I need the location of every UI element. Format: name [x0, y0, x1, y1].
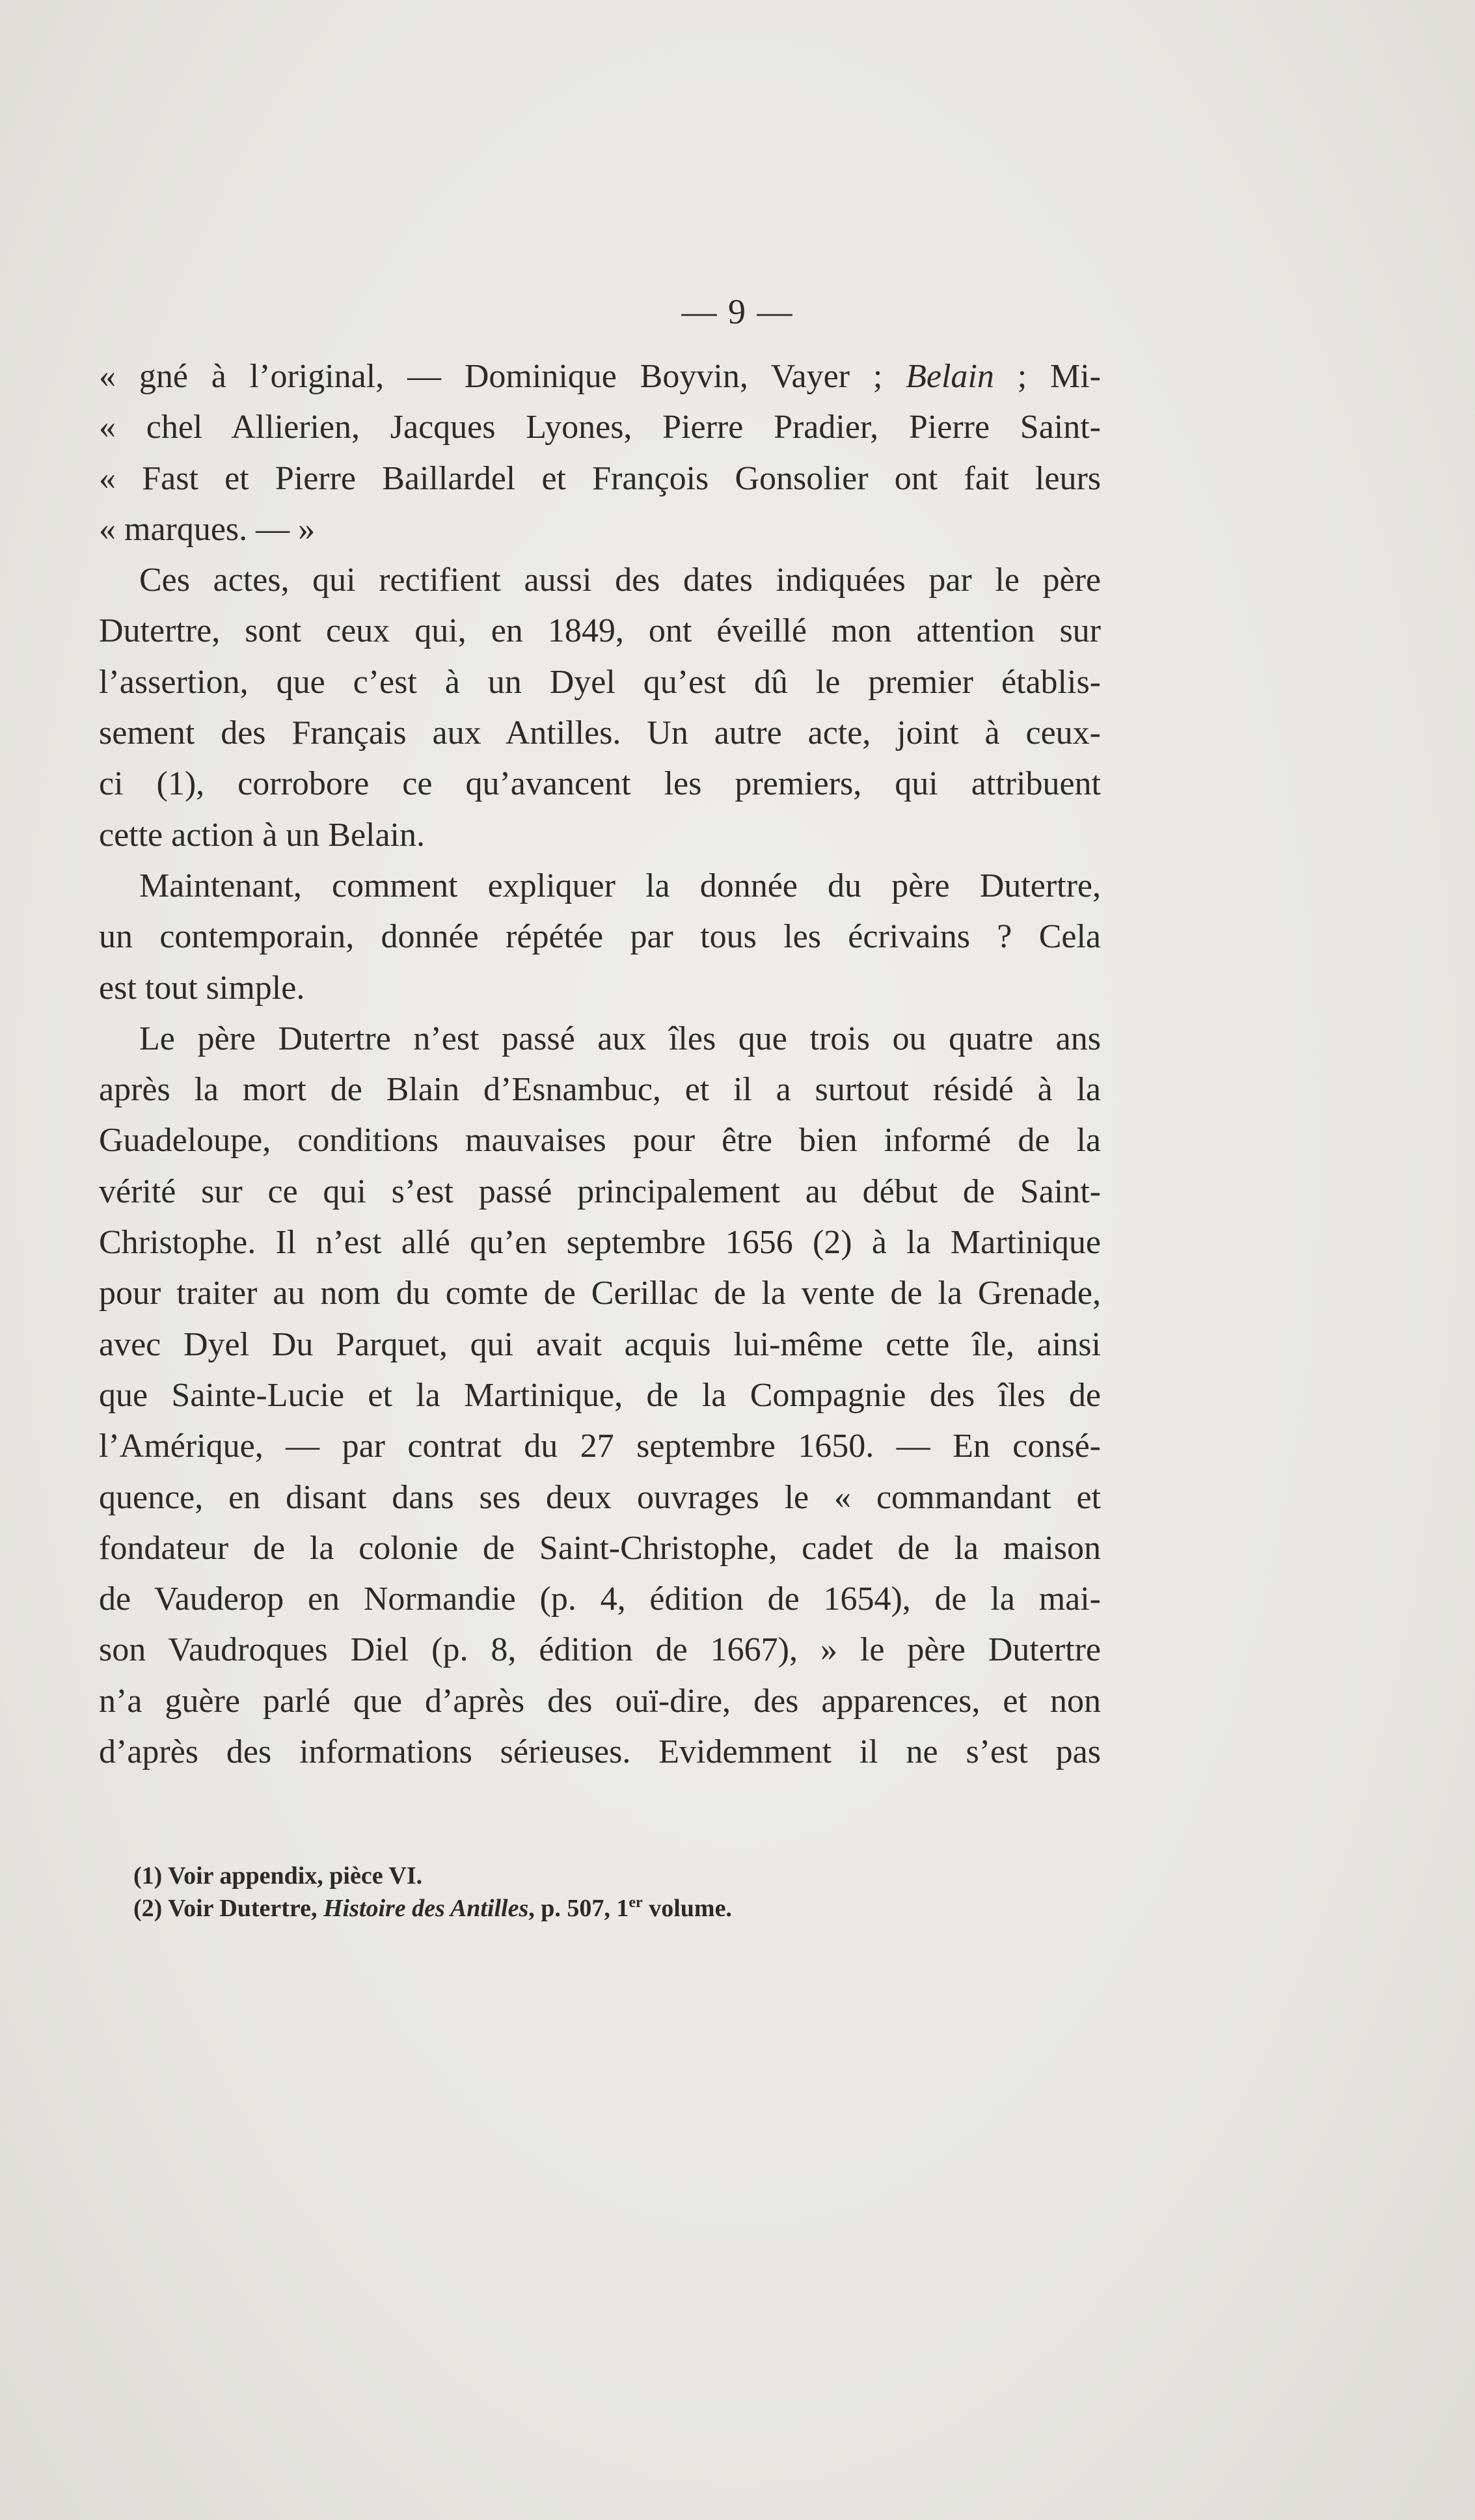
text-run: n’a guère parlé que d’après des ouï-dire, des apparences, et non	[99, 1682, 1101, 1720]
italic-text: Belain	[906, 358, 994, 395]
text-run: Ces actes, qui rectifient aussi des dates indiquées par le père	[139, 562, 1101, 599]
text-run: après la mort de Blain d’Esnambuc, et il a surtout résidé à la	[99, 1071, 1101, 1109]
text-run: sement des Français aux Antilles. Un autre acte, joint à ceux-	[99, 714, 1101, 752]
text-line	[99, 1727, 1101, 1778]
text-line	[99, 1268, 1101, 1319]
text-line	[99, 759, 1101, 809]
footnote	[133, 1892, 1044, 1925]
text-run: son Vaudroques Diel (p. 8, édition de 1667), » le père Dutertre	[99, 1631, 1101, 1669]
text-line	[99, 1625, 1101, 1675]
text-run: avec Dyel Du Parquet, qui avait acquis lui-même cette île, ainsi	[99, 1325, 1101, 1363]
text-run: ; Mi-	[994, 358, 1101, 395]
text-run: est tout simple.	[99, 969, 305, 1007]
text-line	[99, 963, 1101, 1014]
footnotes	[133, 1860, 1044, 1925]
text-run: d’après des informations sérieuses. Evidemment il ne s’est pas	[99, 1733, 1101, 1771]
text-line	[99, 657, 1101, 708]
text-line	[99, 1523, 1101, 1574]
text-run: Guadeloupe, conditions mauvaises pour être bien informé de la	[99, 1122, 1101, 1159]
text-run: un contemporain, donnée répétée par tous les écrivains ? Cela	[99, 918, 1101, 956]
text-run: l’Amérique, — par contrat du 27 septembre 1650. — En consé-	[99, 1428, 1101, 1465]
text-line	[99, 1064, 1101, 1115]
text-line	[99, 1167, 1101, 1217]
text-line	[99, 810, 1101, 861]
body-text	[99, 351, 1101, 1778]
text-run: « marques. — »	[99, 510, 316, 548]
text-run: Maintenant, comment expliquer la donnée du père Dutertre,	[139, 867, 1101, 904]
text-run: , p. 507, 1	[528, 1895, 629, 1922]
text-run: cette action à un Belain.	[99, 816, 426, 854]
italic-text: Histoire des Antilles	[323, 1895, 529, 1922]
superscript: er	[629, 1894, 643, 1911]
text-line	[99, 1472, 1101, 1523]
footnote	[133, 1860, 1044, 1892]
text-run: « Fast et Pierre Baillardel et François Gonsolier ont fait leurs	[99, 459, 1101, 497]
text-run: que Sainte-Lucie et la Martinique, de la Compagnie des îles de	[99, 1376, 1101, 1414]
text-line	[99, 1574, 1101, 1625]
text-line	[99, 1320, 1101, 1370]
text-line	[99, 912, 1101, 962]
text-line	[99, 1217, 1101, 1268]
text-line	[99, 454, 1101, 504]
text-run: Christophe. Il n’est allé qu’en septembre 1656 (2) à la Martinique	[99, 1224, 1101, 1262]
page-number: — 9 —	[681, 292, 794, 331]
text-run: fondateur de la colonie de Saint-Christophe, cadet de la maison	[99, 1529, 1101, 1567]
text-line	[99, 1421, 1101, 1472]
text-run: volume.	[642, 1895, 732, 1922]
text-line	[99, 1014, 1101, 1064]
text-run: « chel Allierien, Jacques Lyones, Pierre Pradier, Pierre Saint-	[99, 409, 1101, 446]
text-line	[99, 708, 1101, 759]
text-run: (1) Voir appendix, pièce VI.	[133, 1862, 423, 1890]
text-line	[99, 402, 1101, 453]
text-line	[99, 351, 1101, 402]
text-run: ci (1), corrobore ce qu’avancent les premiers, qui attribuent	[99, 765, 1101, 803]
text-run: pour traiter au nom du comte de Cerillac de la vente de la Grenade,	[99, 1275, 1101, 1312]
text-line	[99, 1115, 1101, 1166]
text-line	[99, 504, 1101, 555]
text-line	[99, 606, 1101, 657]
text-line	[99, 1676, 1101, 1727]
text-run: Le père Dutertre n’est passé aux îles que trois ou quatre ans	[139, 1020, 1101, 1057]
text-line	[99, 1370, 1101, 1421]
text-run: vérité sur ce qui s’est passé principalement au début de Saint-	[99, 1172, 1101, 1210]
text-run: l’assertion, que c’est à un Dyel qu’est dû le premier établis-	[99, 663, 1101, 701]
text-run: quence, en disant dans ses deux ouvrages le « commandant et	[99, 1478, 1101, 1516]
text-line	[99, 861, 1101, 912]
text-run: (2) Voir Dutertre,	[133, 1895, 323, 1922]
text-run: « gné à l’original, — Dominique Boyvin, Vayer ;	[99, 358, 906, 395]
text-run: Dutertre, sont ceux qui, en 1849, ont éveillé mon attention sur	[99, 612, 1101, 650]
text-run: de Vauderop en Normandie (p. 4, édition de 1654), de la mai-	[99, 1580, 1101, 1618]
text-line	[99, 555, 1101, 606]
